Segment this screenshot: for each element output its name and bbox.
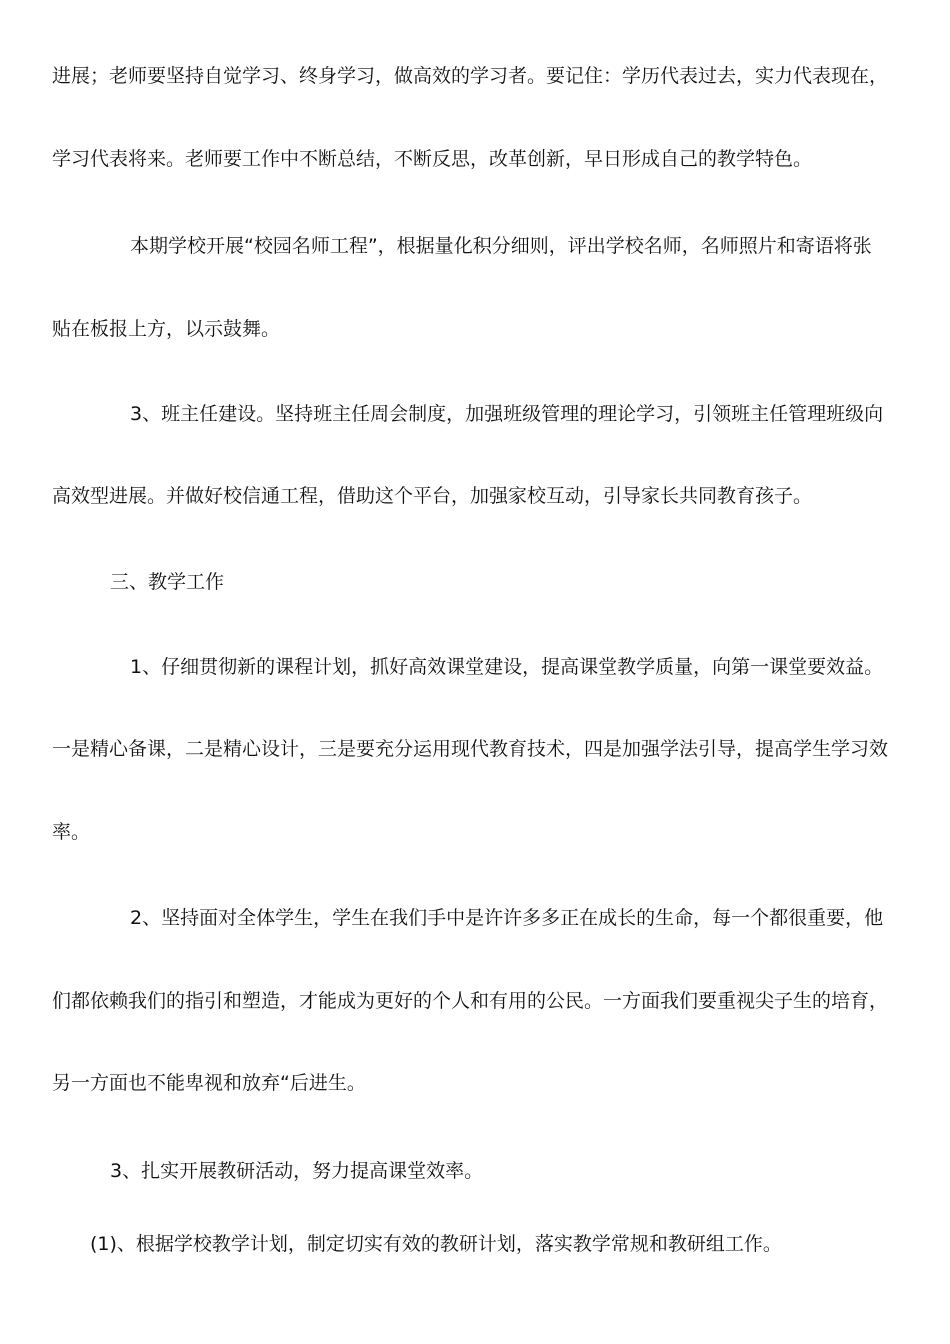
text-line: (1)、根据学校教学计划，制定切实有效的教研计划，落实教学常规和教研组工作。 [90,1233,782,1255]
section-heading: 三、教学工作 [110,571,225,593]
text-line: 进展；老师要坚持自觉学习、终身学习，做高效的学习者。要记住：学历代表过去，实力代表现在， [52,65,889,87]
text-line: 学习代表将来。老师要工作中不断总结，不断反思，改革创新，早日形成自己的教学特色。 [52,148,813,170]
text-line: 另一方面也不能卑视和放弃“后进生。 [52,1072,366,1094]
text-line: 率。 [52,821,91,843]
text-line: 3、扎实开展教研活动，努力提高课堂效率。 [110,1160,484,1182]
text-line: 贴在板报上方，以示鼓舞。 [52,318,281,340]
text-line: 高效型进展。并做好校信通工程，借助这个平台，加强家校互动，引导家长共同教育孩子。 [52,485,813,507]
text-line: 一是精心备课，二是精心设计，三是要充分运用现代教育技术，四是加强学法引导，提高学生学习效 [52,738,889,760]
text-line: 1、仔细贯彻新的课程计划，抓好高效课堂建设，提高课堂教学质量，向第一课堂要效益。 [130,656,884,678]
text-line: 本期学校开展“校园名师工程”，根据量化积分细则，评出学校名师，名师照片和寄语将张 [130,235,872,257]
text-line: 3、班主任建设。坚持班主任周会制度，加强班级管理的理论学习，引领班主任管理班级向 [130,403,884,425]
text-line: 们都依赖我们的指引和塑造，才能成为更好的个人和有用的公民。一方面我们要重视尖子生的培育， [52,990,889,1012]
text-line: 2、坚持面对全体学生，学生在我们手中是许许多多正在成长的生命，每一个都很重要，他 [130,907,884,929]
